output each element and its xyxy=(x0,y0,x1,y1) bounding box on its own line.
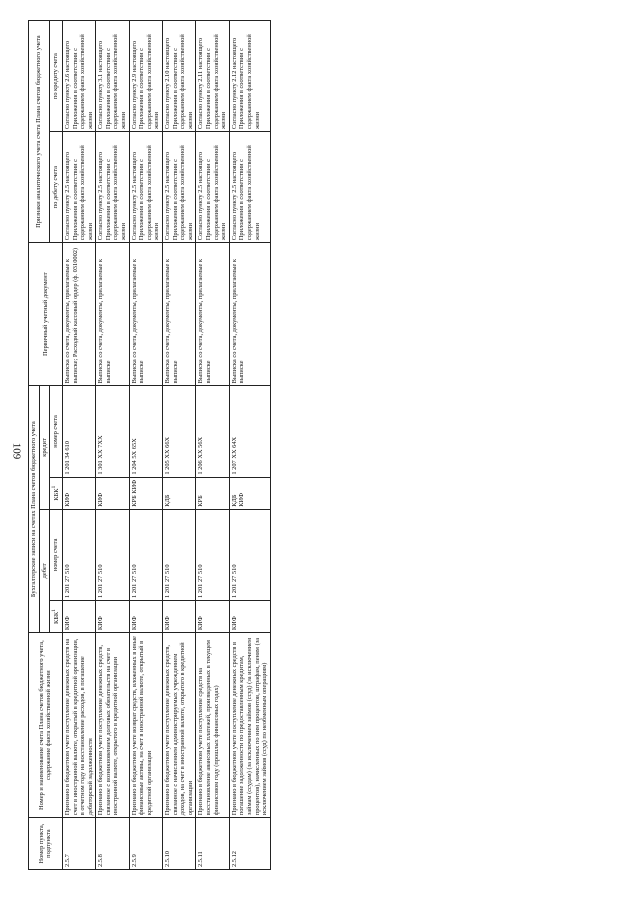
table-row xyxy=(129,21,162,870)
credit-kbk: КИФ xyxy=(62,477,95,509)
credit-account: 1 204 5X 65X xyxy=(129,386,162,477)
accounting-table xyxy=(28,20,271,870)
analytic-credit: Согласно пункту 3.1 настоящего Приложения в соответствии с содержанием факта хозяйственной жизни xyxy=(96,21,129,132)
table-row xyxy=(196,21,229,870)
credit-kbk: КРБ КИФ xyxy=(129,477,162,509)
debit-kbk: КИФ xyxy=(229,601,270,633)
header-credit-kbk: КБК$^1$ xyxy=(50,477,63,509)
credit-kbk: КДБ xyxy=(163,477,196,509)
row-description: Признано в бюджетном учете поступление средств на восстановление авансовых платежей, произведенных в текущем финансовом году (прошлых финансовых годах) xyxy=(196,633,229,818)
debit-kbk: КИФ xyxy=(62,601,95,633)
header-by-debit: по дебету счета xyxy=(50,132,63,243)
debit-kbk: КИФ xyxy=(96,601,129,633)
credit-account: 1 201 34 610 xyxy=(62,386,95,477)
table-row xyxy=(229,21,270,870)
debit-kbk: КИФ xyxy=(196,601,229,633)
row-description: Признано в бюджетном учете поступление денежных средств, связанное с начислением администрируемых учреждением доходов, на счет в иностранной валюте, открытого в кредитной организации xyxy=(163,633,196,818)
row-description: Признано в бюджетном учете поступление денежных средств, связанное с возникновением долговых обязательств на счет в иностранной валюте, открытого в кредитной организации xyxy=(96,633,129,818)
debit-account: 1 201 27 510 xyxy=(129,509,162,600)
header-debit: дебет xyxy=(39,509,50,632)
row-num: 2.5.7 xyxy=(62,818,95,870)
credit-kbk: КРБ xyxy=(196,477,229,509)
analytic-debit: Согласно пункту 2.5 настоящего Приложения в соответствии с содержанием факта хозяйственной жизни xyxy=(163,132,196,243)
debit-kbk: КИФ xyxy=(163,601,196,633)
header-doc: Первичный учетный документ xyxy=(29,243,63,386)
header-num: Номер пункта, подпункта xyxy=(29,818,63,870)
table-row xyxy=(163,21,196,870)
analytic-debit: Согласно пункту 2.5 настоящего Приложения в соответствии с содержанием факта хозяйственной жизни xyxy=(96,132,129,243)
primary-document: Выписка со счета, документы, прилагаемые к выписке xyxy=(129,243,162,386)
row-description: Признано в бюджетном учете возврат средств, вложенных в иные финансовые активы, на счет в иностранной валюте, открытый в кредитной организации xyxy=(129,633,162,818)
table-row xyxy=(96,21,129,870)
primary-document: Выписка со счета, документы, прилагаемые к выписке xyxy=(96,243,129,386)
credit-kbk: КИФ xyxy=(96,477,129,509)
debit-account: 1 201 27 510 xyxy=(229,509,270,600)
credit-account: 1 301 XX 7XX xyxy=(96,386,129,477)
header-debit-kbk: КБК$^1$ xyxy=(50,601,63,633)
debit-account: 1 201 27 510 xyxy=(163,509,196,600)
header-entries: Бухгалтерские записи на счетах Плана счетов бюджетного учета xyxy=(29,386,40,633)
analytic-debit: Согласно пункту 2.5 настоящего Приложения в соответствии с содержанием факта хозяйственной жизни xyxy=(196,132,229,243)
debit-kbk: КИФ xyxy=(129,601,162,633)
analytic-debit: Согласно пункту 2.5 настоящего Приложения в соответствии с содержанием факта хозяйственной жизни xyxy=(129,132,162,243)
rotated-page xyxy=(28,20,618,870)
primary-document: Выписка со счета, документы, прилагаемые к выписке xyxy=(196,243,229,386)
analytic-credit: Согласно пункту 2.9 настоящего Приложения в соответствии с содержанием факта хозяйственной жизни xyxy=(129,21,162,132)
debit-account: 1 201 27 510 xyxy=(96,509,129,600)
table-row xyxy=(62,21,95,870)
primary-document: Выписка со счета, документы, прилагаемые к выписке xyxy=(229,243,270,386)
analytic-credit: Согласно пункту 2.10 настоящего Приложения в соответствии с содержанием факта хозяйственной жизни xyxy=(163,21,196,132)
page-number: 109 xyxy=(10,442,23,460)
header-credit-account: номер счета xyxy=(50,386,63,477)
credit-account: 1 207 XX 64X xyxy=(229,386,270,477)
credit-kbk: КДБ КИФ xyxy=(229,477,270,509)
analytic-credit: Согласно пункту 2.11 настоящего Приложения в соответствии с содержанием факта хозяйственной жизни xyxy=(196,21,229,132)
header-debit-account: номер счета xyxy=(50,509,63,600)
row-num: 2.5.9 xyxy=(129,818,162,870)
row-description: Признано в бюджетном учете поступление денежных средств в погашение задолженности по предоставленным кредитам, займам (ссудам) (за исключением займов (ссуд) (за исключением процентов), начисленных по ним процентов, штрафам, пеням (за исключением займов (ссуд) по необменным операциям) xyxy=(229,633,270,818)
row-num: 2.5.10 xyxy=(163,818,196,870)
debit-account: 1 201 27 510 xyxy=(196,509,229,600)
credit-account: 1 206 XX 56X xyxy=(196,386,229,477)
analytic-credit: Согласно пункту 2.12 настоящего Приложения в соответствии с содержанием факта хозяйственной жизни xyxy=(229,21,270,132)
row-description: Признано в бюджетном учете поступление денежных средств на счет в иностранной валюте, открытый в кредитной организации, в отчетном году на восстановление расходов, в погашение дебиторской задолженности xyxy=(62,633,95,818)
header-credit: кредит xyxy=(39,386,50,509)
analytic-debit: Согласно пункту 2.5 настоящего Приложения в соответствии с содержанием факта хозяйственной жизни xyxy=(229,132,270,243)
row-num: 2.5.8 xyxy=(96,818,129,870)
header-analytic: Признаки аналитического учета счета Плана счетов бюджетного учета xyxy=(29,21,50,243)
header-by-credit: по кредиту счета xyxy=(50,21,63,132)
credit-account: 1 205 XX 66X xyxy=(163,386,196,477)
primary-document: Выписка со счета, документы, прилагаемые к выписке; Расходный кассовый ордер (ф. 0310002) xyxy=(62,243,95,386)
analytic-debit: Согласно пункту 2.5 настоящего Приложения в соответствии с содержанием факта хозяйственной жизни xyxy=(62,132,95,243)
analytic-credit: Согласно пункту 2.6 настоящего Приложения в соответствии с содержанием факта хозяйственной жизни xyxy=(62,21,95,132)
primary-document: Выписка со счета, документы, прилагаемые к выписке xyxy=(163,243,196,386)
header-name: Номер и наименование счета Плана счетов бюджетного учета, содержание факта хозяйственной жизни xyxy=(29,633,63,818)
row-num: 2.5.12 xyxy=(229,818,270,870)
debit-account: 1 201 27 510 xyxy=(62,509,95,600)
row-num: 2.5.11 xyxy=(196,818,229,870)
